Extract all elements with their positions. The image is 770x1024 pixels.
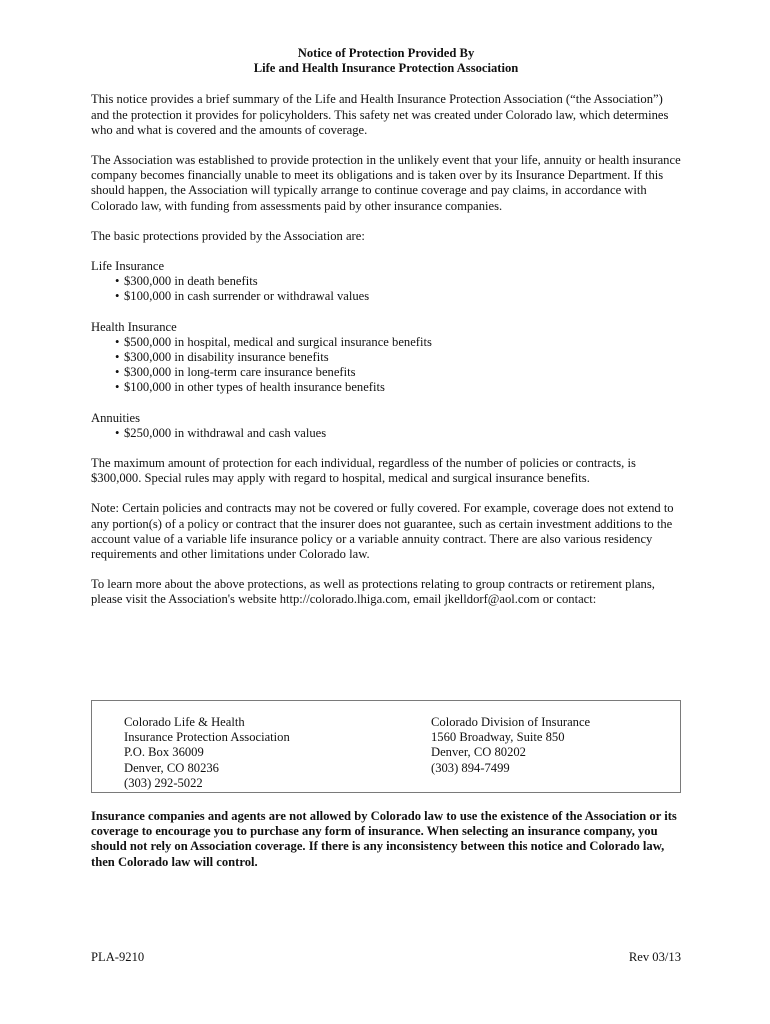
list-item: • $300,000 in disability insurance benefits: [115, 350, 681, 365]
title-line-1: Notice of Protection Provided By: [297, 46, 475, 60]
contact-line: Colorado Division of Insurance: [431, 715, 591, 729]
annuities-label: Annuities: [91, 410, 140, 425]
document-title: [91, 46, 681, 76]
list-item: • $300,000 in death benefits: [115, 274, 681, 289]
association-contact: [124, 715, 290, 791]
health-insurance-list: [91, 335, 681, 396]
learn-more-paragraph: To learn more about the above protections, as well as protections relating to group contracts or retirement plans, please visit the Association's website http://colorado.lhiga.com, email jkelldorf@aol.com or contact:: [91, 577, 655, 607]
list-item: • $100,000 in other types of health insurance benefits: [115, 380, 681, 395]
annuities-list: [91, 426, 681, 441]
contact-line: 1560 Broadway, Suite 850: [431, 730, 565, 745]
life-insurance-section: [91, 259, 681, 305]
contact-box: [91, 700, 681, 793]
contact-line: P.O. Box 36009: [124, 745, 204, 760]
note-paragraph: Note: Certain policies and contracts may not be covered or fully covered. For example, coverage does not extend to any portion(s) of a policy or contract that the insurer does not guarantee, such as certain investment additions to the account value of a variable life insurance policy or a variable annuity contract. There are also various residency requirements and other limitations under Colorado law.: [91, 501, 674, 562]
title-line-2: Life and Health Insurance Protection Association: [253, 61, 519, 76]
list-item: • $100,000 in cash surrender or withdrawal values: [115, 289, 681, 304]
contact-line: (303) 292-5022: [124, 775, 203, 790]
maximum-protection-paragraph: The maximum amount of protection for each individual, regardless of the number of policies or contracts, is $300,000. Special rules may apply with regard to hospital, medical and surgical insurance benefits.: [91, 456, 636, 486]
division-contact: [431, 715, 590, 776]
life-insurance-list: [91, 274, 681, 304]
life-insurance-label: Life Insurance: [91, 259, 165, 274]
established-paragraph: The Association was established to provide protection in the unlikely event that your life, annuity or health insurance company becomes financially unable to meet its obligations and is taken over by its Insurance Department. If this should happen, the Association will typically arrange to continue coverage and pay claims, in accordance with Colorado law, with funding from assessments paid by other insurance companies.: [91, 153, 681, 213]
basic-protections-paragraph: The basic protections provided by the Association are:: [91, 228, 365, 243]
list-item: • $250,000 in withdrawal and cash values: [115, 426, 681, 441]
form-number: PLA-9210: [91, 950, 145, 964]
contact-line: Colorado Life & Health: [124, 715, 245, 729]
warning-paragraph: Insurance companies and agents are not allowed by Colorado law to use the existence of the Association or its coverage to encourage you to purchase any form of insurance. When selecting an insurance company, you should not rely on Association coverage. If there is any inconsistency between this notice and Colorado law, then Colorado law will control.: [91, 809, 677, 869]
list-item: • $300,000 in long-term care insurance benefits: [115, 365, 681, 380]
contact-line: (303) 894-7499: [431, 760, 510, 775]
intro-paragraph: This notice provides a brief summary of the Life and Health Insurance Protection Association (“the Association”) and the protection it provides for policyholders. This safety net was created under Colorado law, which determines who and what is covered and the amounts of coverage.: [91, 92, 669, 137]
contact-line: Insurance Protection Association: [124, 730, 290, 745]
revision-date: Rev 03/13: [628, 950, 681, 964]
contact-line: Denver, CO 80236: [124, 760, 219, 775]
annuities-section: [91, 411, 681, 441]
health-insurance-label: Health Insurance: [91, 319, 177, 334]
health-insurance-section: [91, 320, 681, 396]
contact-line: Denver, CO 80202: [431, 745, 526, 760]
notice-document: [91, 46, 681, 608]
list-item: • $500,000 in hospital, medical and surgical insurance benefits: [115, 335, 681, 350]
